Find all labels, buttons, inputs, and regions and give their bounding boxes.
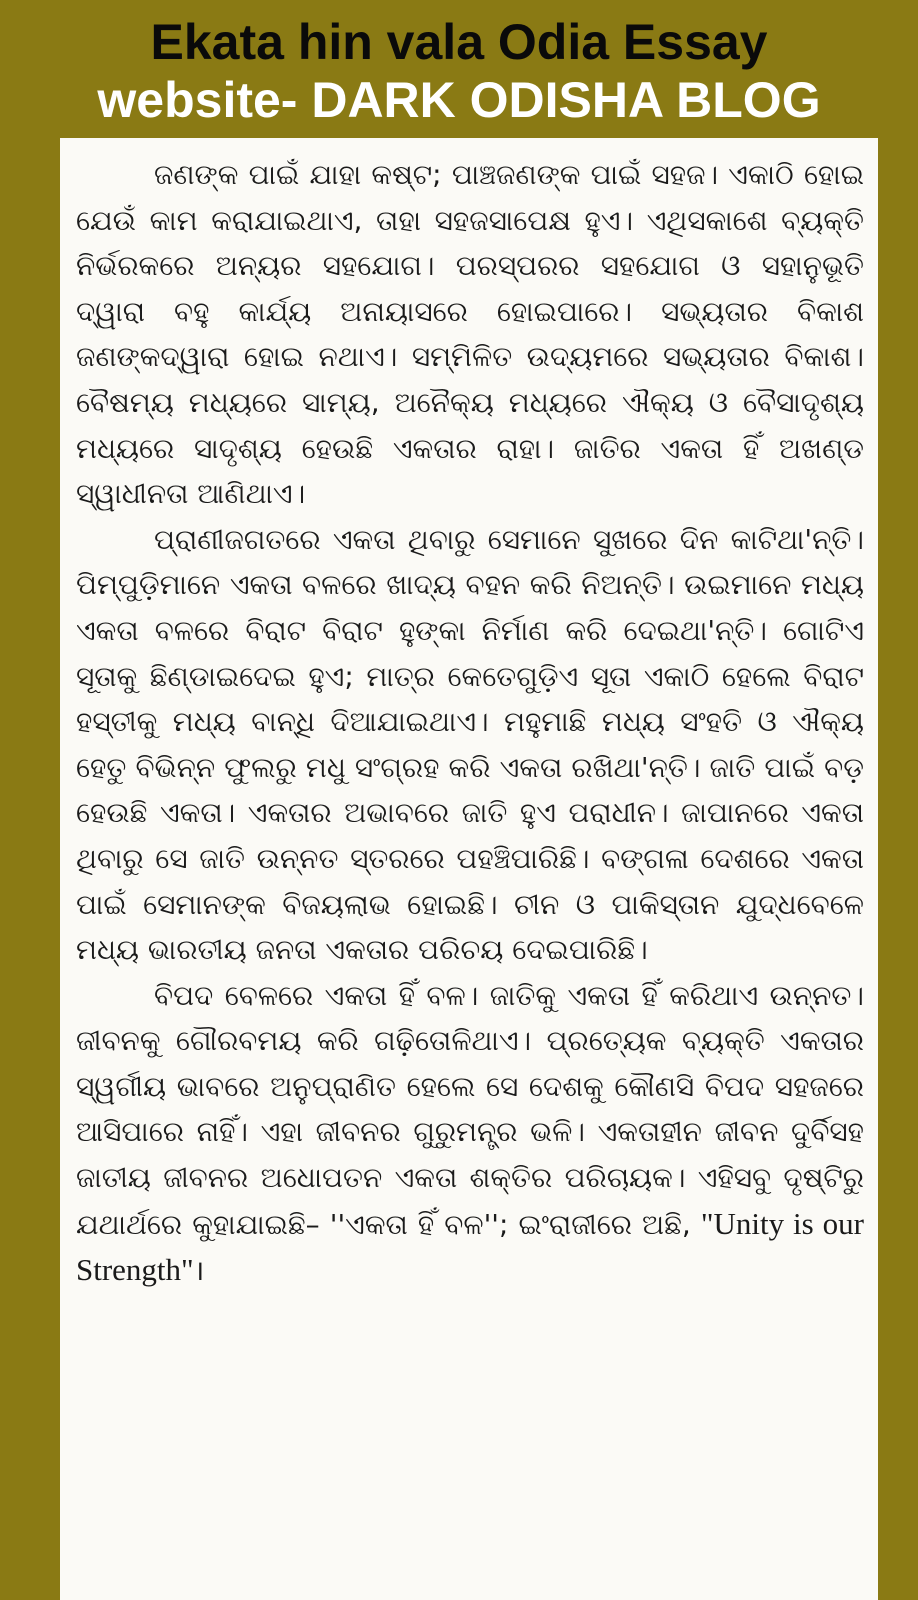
- banner-header: [0, 0, 918, 138]
- banner-title-line1: Ekata hin vala Odia Essay: [150, 14, 768, 70]
- essay-paragraph-3-text: ବିପଦ ବେଳରେ ଏକତା ହିଁ ବଳ। ଜାତିକୁ ଏକତା ହିଁ କରିଥାଏ ଉନ୍ନତ। ଜୀବନକୁ ଗୌରବମୟ କରି ଗଢ଼ିତୋଳିଥାଏ। ପ୍ରତ୍ୟେକ ବ୍ୟକ୍ତି ଏକତାର ସ୍ୱର୍ଗୀୟ ଭାବରେ ଅନୁପ୍ରାଣିତ ହେଲେ ସେ ଦେଶକୁ କୌଣସି ବିପଦ ସହଜରେ ଆସିପାରେ ନାହିଁ। ଏହା ଜୀବନର ଗୁରୁମନ୍ତ୍ର ଭଳି। ଏକତାହୀନ ଜୀବନ ଦୁର୍ବିସହ ଜାତୀୟ ଜୀବନର ଅଧୋପତନ ଏକତା ଶକ୍ତିର ପରିଚାୟକ। ଏହିସବୁ ଦୃଷ୍ଟିରୁ ଯଥାର୍ଥରେ କୁହାଯାଇଛି– ''ଏକତା ହିଁ ବଳ''; ଇଂରାଜୀରେ ଅଛି,: [76, 978, 864, 1241]
- essay-body: [76, 152, 864, 1294]
- essay-paragraph-2: ପ୍ରାଣୀଜଗତରେ ଏକତା ଥିବାରୁ ସେମାନେ ସୁଖରେ ଦିନ କାଟିଥା'ନ୍ତି। ପିମ୍ପୁଡ଼ିମାନେ ଏକତା ବଳରେ ଖାଦ୍ୟ ବହନ କରି ନିଅନ୍ତି। ଉଇମାନେ ମଧ୍ୟ ଏକତା ବଳରେ ବିରାଟ ବିରାଟ ହୁଙ୍କା ନିର୍ମାଣ କରି ଦେଇଥା'ନ୍ତି। ଗୋଟିଏ ସୂତାକୁ ଛିଣ୍ଡାଇଦେଇ ହୁଏ; ମାତ୍ର କେତେଗୁଡ଼ିଏ ସୂତା ଏକାଠି ହେଲେ ବିରାଟ ହସ୍ତୀକୁ ମଧ୍ୟ ବାନ୍ଧି ଦିଆଯାଇଥାଏ। ମହୁମାଛି ମଧ୍ୟ ସଂହତି ଓ ଐକ୍ୟ ହେତୁ ବିଭିନ୍ନ ଫୁଲରୁ ମଧୁ ସଂଗ୍ରହ କରି ଏକତା ରଖିଥା'ନ୍ତି। ଜାତି ପାଇଁ ବଡ଼ ହେଉଛି ଏକତା। ଏକତାର ଅଭାବରେ ଜାତି ହୁଏ ପରାଧୀନ। ଜାପାନରେ ଏକତା ଥିବାରୁ ସେ ଜାତି ଉନ୍ନତ ସ୍ତରରେ ପହଞ୍ଚିପାରିଛି। ବଙ୍ଗଳା ଦେଶରେ ଏକତା ପାଇଁ ସେମାନଙ୍କ ବିଜୟଲାଭ ହୋଇଛି। ଚୀନ ଓ ପାକିସ୍ତାନ ଯୁଦ୍ଧବେଳେ ମଧ୍ୟ ଭାରତୀୟ ଜନତା ଏକତାର ପରିଚୟ ଦେଇପାରିଛି।: [76, 522, 864, 967]
- essay-paragraph-1: ଜଣଙ୍କ ପାଇଁ ଯାହା କଷ୍ଟ; ପାଞ୍ଚଜଣଙ୍କ ପାଇଁ ସହଜ। ଏକାଠି ହୋଇ ଯେଉଁ କାମ କରାଯାଇଥାଏ, ତାହା ସହଜସାପେକ୍ଷ ହୁଏ। ଏଥିସକାଶେ ବ୍ୟକ୍ତି ନିର୍ଭରକରେ ଅନ୍ୟର ସହଯୋଗ। ପରସ୍ପରର ସହଯୋଗ ଓ ସହାନୁଭୂତି ଦ୍ୱାରା ବହୁ କାର୍ଯ୍ୟ ଅନାୟାସରେ ହୋଇପାରେ। ସଭ୍ୟତାର ବିକାଶ ଜଣଙ୍କଦ୍ୱାରା ହୋଇ ନଥାଏ। ସମ୍ମିଳିତ ଉଦ୍ୟମରେ ସଭ୍ୟତାର ବିକାଶ। ବୈଷମ୍ୟ ମଧ୍ୟରେ ସାମ୍ୟ, ଅନୈକ୍ୟ ମଧ୍ୟରେ ଐକ୍ୟ ଓ ବୈସାଦୃଶ୍ୟ ମଧ୍ୟରେ ସାଦୃଶ୍ୟ ହେଉଛି ଏକତାର ରାହା। ଜାତିର ଏକତା ହିଁ ଅଖଣ୍ଡ ସ୍ୱାଧୀନତା ଆଣିଥାଏ।: [76, 158, 864, 511]
- scanned-essay-page: [60, 138, 878, 1600]
- banner-title-line2: website- DARK ODISHA BLOG: [97, 72, 821, 128]
- english-quote: "Unity is our Strength": [76, 1205, 864, 1288]
- final-danda: ।: [193, 1254, 205, 1288]
- essay-paragraph-3: [76, 973, 864, 1294]
